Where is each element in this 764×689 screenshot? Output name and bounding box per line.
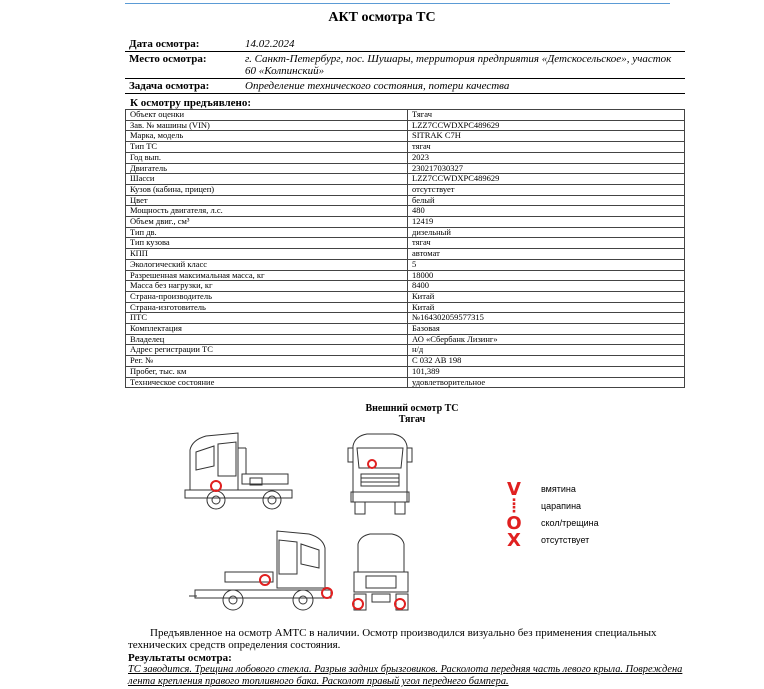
truck-right-side-drawing bbox=[187, 528, 335, 620]
spec-value: №164302059577315 bbox=[408, 313, 685, 324]
inspection-place-label: Место осмотра: bbox=[129, 53, 207, 65]
row-underline bbox=[125, 51, 685, 52]
spec-value: дизельный bbox=[408, 227, 685, 238]
inspection-date-value: 14.02.2024 bbox=[245, 38, 295, 50]
spec-value: тягач bbox=[408, 238, 685, 249]
spec-key: Владелец bbox=[126, 334, 408, 345]
spec-row bbox=[126, 345, 685, 356]
spec-row bbox=[126, 249, 685, 260]
truck-rear-drawing bbox=[350, 532, 412, 616]
spec-key: ПТС bbox=[126, 313, 408, 324]
spec-row bbox=[126, 206, 685, 217]
results-line1: ТС заводится. Трещина лобового стекла. Разрыв задних брызговиков. Расколота передняя часть левого крыла. Повреждена bbox=[128, 664, 683, 675]
inspection-task-value: Определение технического состояния, потери качества bbox=[245, 80, 510, 92]
spec-key: Пробег, тыс. км bbox=[126, 366, 408, 377]
external-inspection-subtitle: Тягач bbox=[398, 414, 426, 425]
vehicle-spec-table bbox=[125, 109, 685, 388]
results-text bbox=[128, 664, 690, 688]
truck-left-side-drawing bbox=[180, 428, 300, 518]
results-title: Результаты осмотра: bbox=[128, 652, 232, 664]
external-inspection-title: Внешний осмотр ТС bbox=[365, 403, 459, 414]
spec-key: Тип ТС bbox=[126, 142, 408, 153]
spec-value: удовлетворительное bbox=[408, 377, 685, 388]
spec-row bbox=[126, 174, 685, 185]
spec-value: 2023 bbox=[408, 152, 685, 163]
spec-row bbox=[126, 302, 685, 313]
spec-key: Кузов (кабина, прицеп) bbox=[126, 184, 408, 195]
row-underline bbox=[125, 78, 685, 79]
truck-front-drawing bbox=[345, 430, 415, 516]
spec-key: Комплектация bbox=[126, 324, 408, 335]
spec-key: Объем двиг., см³ bbox=[126, 217, 408, 228]
spec-key: Шасси bbox=[126, 174, 408, 185]
spec-row bbox=[126, 281, 685, 292]
spec-row bbox=[126, 324, 685, 335]
spec-value: отсутствует bbox=[408, 184, 685, 195]
spec-row bbox=[126, 152, 685, 163]
row-underline bbox=[125, 93, 685, 94]
spec-row bbox=[126, 217, 685, 228]
spec-value: 8400 bbox=[408, 281, 685, 292]
spec-value: н/д bbox=[408, 345, 685, 356]
spec-value: Китай bbox=[408, 291, 685, 302]
spec-key: Тип дв. bbox=[126, 227, 408, 238]
legend-scratch-label: царапина bbox=[541, 501, 582, 511]
spec-key: Рег. № bbox=[126, 356, 408, 367]
spec-row bbox=[126, 377, 685, 388]
legend-chip-label: скол/трещина bbox=[541, 518, 599, 528]
header-rule bbox=[125, 3, 670, 4]
legend-dent-label: вмятина bbox=[541, 484, 576, 494]
spec-value: LZZ7CCWDXPC489629 bbox=[408, 120, 685, 131]
spec-row bbox=[126, 110, 685, 121]
damage-mark-fuel-tank bbox=[260, 575, 270, 585]
spec-key: Объект оценки bbox=[126, 110, 408, 121]
spec-row bbox=[126, 195, 685, 206]
document-title: АКТ осмотра ТС bbox=[328, 10, 436, 25]
spec-row bbox=[126, 163, 685, 174]
spec-key: Техническое состояние bbox=[126, 377, 408, 388]
spec-row bbox=[126, 334, 685, 345]
chip-crack-icon: O bbox=[506, 513, 522, 534]
damage-mark-windshield bbox=[368, 460, 376, 468]
results-line2: лента крепления правого топливного бака. Расколот правый угол переднего бампера. bbox=[128, 676, 509, 687]
inspection-place-value-line2: 60 «Колпинский» bbox=[245, 65, 325, 77]
spec-value: Базовая bbox=[408, 324, 685, 335]
legend-missing-label: отсутствует bbox=[541, 535, 590, 545]
spec-key: Тип кузова bbox=[126, 238, 408, 249]
spec-value: Тягач bbox=[408, 110, 685, 121]
spec-value: автомат bbox=[408, 249, 685, 260]
spec-value: С 032 АВ 198 bbox=[408, 356, 685, 367]
spec-value: 230217030327 bbox=[408, 163, 685, 174]
spec-key: Экологический класс bbox=[126, 259, 408, 270]
spec-value: 101,389 bbox=[408, 366, 685, 377]
inspection-place-value-line1: г. Санкт-Петербург, пос. Шушары, территория предприятия «Детскосельское», участок bbox=[245, 53, 672, 65]
spec-row bbox=[126, 120, 685, 131]
spec-row bbox=[126, 313, 685, 324]
spec-key: Разрешенная максимальная масса, кг bbox=[126, 270, 408, 281]
spec-row bbox=[126, 270, 685, 281]
spec-row bbox=[126, 259, 685, 270]
spec-key: Цвет bbox=[126, 195, 408, 206]
spec-row bbox=[126, 356, 685, 367]
spec-key: Страна-производитель bbox=[126, 291, 408, 302]
inspection-task-label: Задача осмотра: bbox=[129, 80, 210, 92]
spec-row bbox=[126, 291, 685, 302]
spec-row bbox=[126, 142, 685, 153]
section-title: К осмотру предъявлено: bbox=[130, 97, 252, 109]
spec-key: Марка, модель bbox=[126, 131, 408, 142]
spec-value: АО «Сбербанк Лизинг» bbox=[408, 334, 685, 345]
spec-key: Двигатель bbox=[126, 163, 408, 174]
spec-key: Зав. № машины (VIN) bbox=[126, 120, 408, 131]
spec-key: КПП bbox=[126, 249, 408, 260]
spec-value: 480 bbox=[408, 206, 685, 217]
spec-row bbox=[126, 131, 685, 142]
spec-key: Адрес регистрации ТС bbox=[126, 345, 408, 356]
spec-value: SITRAK C7H bbox=[408, 131, 685, 142]
inspection-date-label: Дата осмотра: bbox=[129, 38, 200, 50]
spec-value: LZZ7CCWDXPC489629 bbox=[408, 174, 685, 185]
spec-value: 5 bbox=[408, 259, 685, 270]
spec-row bbox=[126, 366, 685, 377]
dent-icon: V bbox=[507, 479, 521, 500]
spec-value: тягач bbox=[408, 142, 685, 153]
inspection-paragraph-line1: Предъявленное на осмотр АМТС в наличии. Осмотр производился визуально без применения специальных bbox=[150, 627, 657, 639]
spec-value: 12419 bbox=[408, 217, 685, 228]
spec-row bbox=[126, 238, 685, 249]
spec-value: белый bbox=[408, 195, 685, 206]
inspection-paragraph-line2: технических средств определения состояния. bbox=[128, 639, 341, 651]
scratch-icon: ⦙ bbox=[511, 496, 517, 517]
missing-icon: X bbox=[507, 530, 521, 551]
spec-key: Год вып. bbox=[126, 152, 408, 163]
spec-value: Китай bbox=[408, 302, 685, 313]
spec-row bbox=[126, 227, 685, 238]
spec-value: 18000 bbox=[408, 270, 685, 281]
spec-row bbox=[126, 184, 685, 195]
spec-key: Масса без нагрузки, кг bbox=[126, 281, 408, 292]
spec-key: Мощность двигателя, л.с. bbox=[126, 206, 408, 217]
spec-key: Страна-изготовитель bbox=[126, 302, 408, 313]
